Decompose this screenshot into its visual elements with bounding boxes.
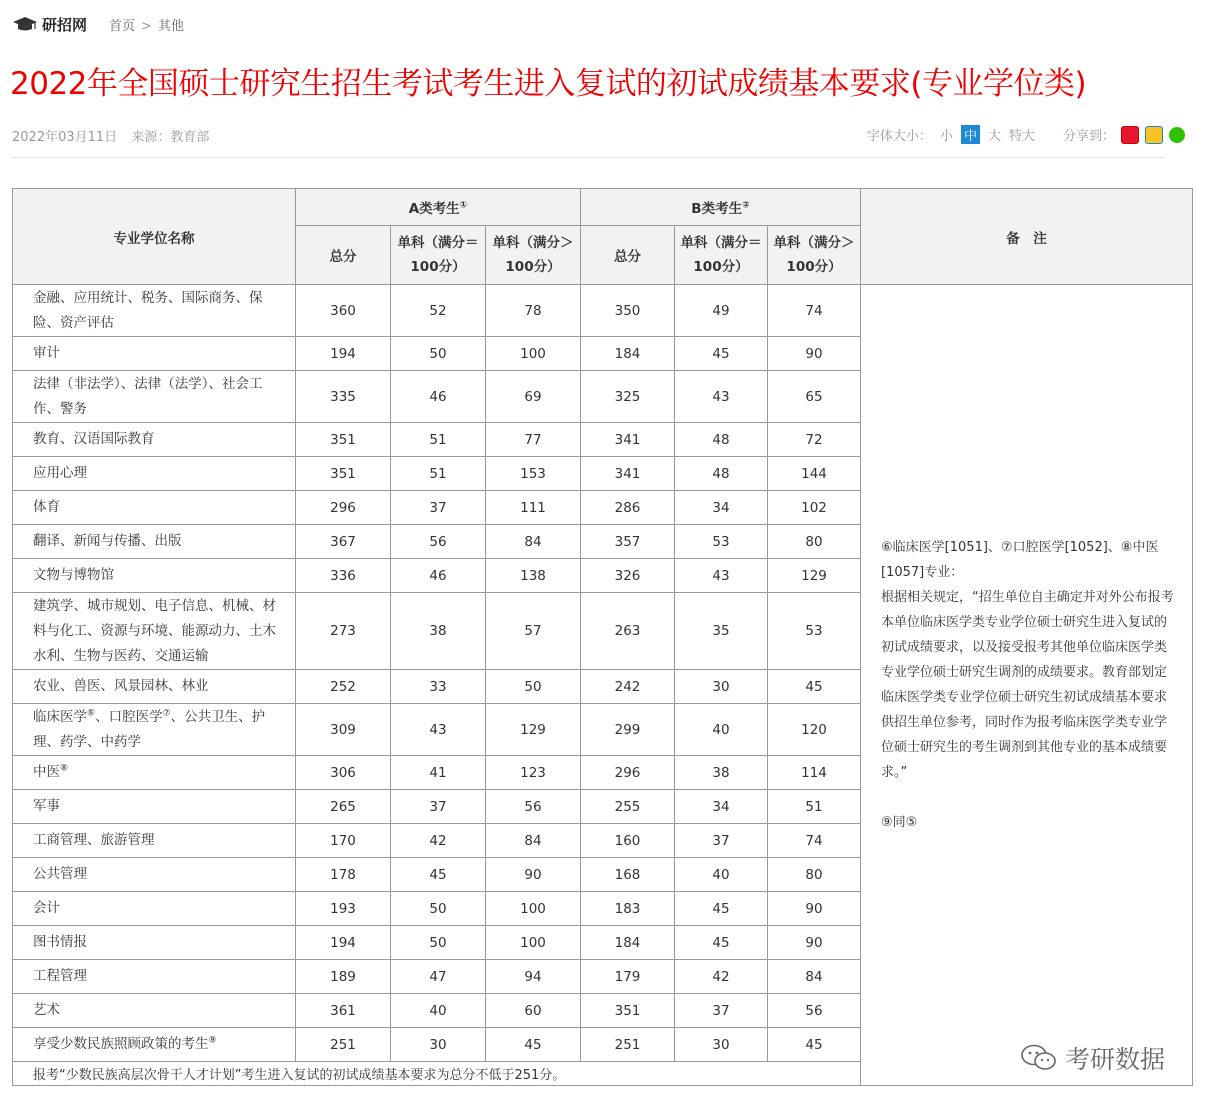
- footnote-ref: ⑥: [87, 708, 96, 718]
- header-group-b: B类考生②: [581, 189, 861, 226]
- score-b-total: 286: [581, 491, 675, 525]
- degree-name-text: 法律（非法学）、法律（法学）、社会工作、警务: [33, 375, 263, 417]
- score-a-single-eq: 41: [391, 756, 486, 790]
- score-b-single-eq: 45: [675, 926, 768, 960]
- score-b-total: 242: [581, 670, 675, 704]
- score-b-single-eq: 49: [675, 285, 768, 337]
- header-note: 备 注: [861, 189, 1193, 285]
- score-a-single-gt: 153: [486, 457, 581, 491]
- score-a-total: 361: [296, 994, 391, 1028]
- degree-name: [13, 337, 296, 371]
- score-a-single-eq: 51: [391, 457, 486, 491]
- score-a-single-gt: 45: [486, 1028, 581, 1062]
- degree-name-text: 教育、汉语国际教育: [33, 431, 155, 447]
- score-a-total: 265: [296, 790, 391, 824]
- degree-name: [13, 559, 296, 593]
- score-a-single-eq: 52: [391, 285, 486, 337]
- score-a-single-gt: 60: [486, 994, 581, 1028]
- degree-name: [13, 525, 296, 559]
- header-b-total: 总分: [581, 226, 675, 285]
- score-a-total: 194: [296, 926, 391, 960]
- header-b-single-gt: 单科（满分＞ 100分）: [768, 226, 861, 285]
- score-b-single-gt: 45: [768, 670, 861, 704]
- watermark-text: 考研数据: [1064, 1045, 1165, 1074]
- degree-name: [13, 704, 296, 756]
- score-a-single-gt: 78: [486, 285, 581, 337]
- breadcrumb-separator: >: [141, 18, 152, 34]
- score-a-single-eq: 40: [391, 994, 486, 1028]
- score-b-single-gt: 90: [768, 892, 861, 926]
- degree-name-text: 工商管理、旅游管理: [33, 832, 155, 848]
- font-size-medium[interactable]: 中: [961, 125, 980, 144]
- note-cell: [861, 285, 1193, 1086]
- score-b-single-eq: 37: [675, 824, 768, 858]
- note-paragraph: 根据相关规定，“招生单位自主确定并对外公布报考本单位临床医学类专业学位硕士研究生进入复试的初试成绩要求，以及接受报考其他单位临床医学类专业学位硕士研究生调剂的成绩要求。教育部划定临床医学类专业学位硕士研究生初试成绩基本要求供招生单位参考，同时作为报考临床医学类专业学位硕士研究生的考生调剂到其他专业的基本成绩要求。”: [881, 590, 1174, 780]
- score-b-single-gt: 53: [768, 593, 861, 670]
- graduation-cap-icon: [12, 15, 38, 33]
- score-a-single-gt: 100: [486, 892, 581, 926]
- score-a-total: 309: [296, 704, 391, 756]
- header-a-single-gt: 单科（满分＞ 100分）: [486, 226, 581, 285]
- degree-name: [13, 824, 296, 858]
- score-a-single-eq: 46: [391, 371, 486, 423]
- wechat-share-icon[interactable]: [1169, 127, 1185, 143]
- degree-name-text: 公共管理: [33, 866, 87, 882]
- score-a-single-gt: 94: [486, 960, 581, 994]
- score-a-single-eq: 50: [391, 337, 486, 371]
- score-a-total: 251: [296, 1028, 391, 1062]
- footnote-ref-1: ①: [459, 200, 468, 211]
- score-b-total: 184: [581, 337, 675, 371]
- score-b-single-eq: 34: [675, 491, 768, 525]
- score-b-total: 357: [581, 525, 675, 559]
- score-b-total: 184: [581, 926, 675, 960]
- header-b-single-eq: 单科（满分＝ 100分）: [675, 226, 768, 285]
- score-a-total: 189: [296, 960, 391, 994]
- score-b-single-eq: 37: [675, 994, 768, 1028]
- score-b-single-eq: 40: [675, 704, 768, 756]
- score-a-single-gt: 84: [486, 824, 581, 858]
- score-a-single-gt: 57: [486, 593, 581, 670]
- score-b-single-gt: 80: [768, 858, 861, 892]
- score-b-total: 341: [581, 423, 675, 457]
- site-logo[interactable]: [12, 14, 87, 35]
- score-b-single-eq: 35: [675, 593, 768, 670]
- weibo-share-icon[interactable]: [1121, 126, 1139, 144]
- footnote-ref: ⑦: [162, 708, 171, 718]
- score-b-total: 179: [581, 960, 675, 994]
- degree-name-text: 、口腔医学: [95, 708, 163, 725]
- degree-name-text: 翻译、新闻与传播、出版: [33, 533, 182, 549]
- score-a-single-gt: 77: [486, 423, 581, 457]
- score-b-total: 160: [581, 824, 675, 858]
- degree-name: [13, 1028, 296, 1062]
- degree-name-text: 图书情报: [33, 934, 87, 950]
- score-a-single-eq: 50: [391, 892, 486, 926]
- score-a-single-eq: 50: [391, 926, 486, 960]
- top-bar: [12, 12, 184, 36]
- score-b-total: 299: [581, 704, 675, 756]
- score-a-single-gt: 56: [486, 790, 581, 824]
- score-a-single-eq: 37: [391, 790, 486, 824]
- score-a-single-eq: 47: [391, 960, 486, 994]
- score-b-total: 341: [581, 457, 675, 491]
- divider: [12, 157, 1164, 158]
- article-meta: [12, 126, 219, 145]
- score-a-single-eq: 38: [391, 593, 486, 670]
- score-a-single-gt: 50: [486, 670, 581, 704]
- score-b-single-eq: 48: [675, 423, 768, 457]
- score-a-single-eq: 43: [391, 704, 486, 756]
- degree-name-text: 工程管理: [33, 968, 87, 984]
- score-a-single-gt: 123: [486, 756, 581, 790]
- score-b-total: 296: [581, 756, 675, 790]
- breadcrumb: [109, 15, 184, 34]
- score-a-single-gt: 111: [486, 491, 581, 525]
- degree-name-text: 体育: [33, 499, 60, 515]
- score-b-total: 325: [581, 371, 675, 423]
- score-a-single-gt: 100: [486, 926, 581, 960]
- score-b-single-eq: 45: [675, 892, 768, 926]
- score-a-single-eq: 46: [391, 559, 486, 593]
- score-b-single-gt: 102: [768, 491, 861, 525]
- score-a-total: 170: [296, 824, 391, 858]
- score-a-total: 252: [296, 670, 391, 704]
- score-a-total: 296: [296, 491, 391, 525]
- degree-name: [13, 960, 296, 994]
- publish-date: 2022年03月11日: [12, 130, 118, 145]
- score-b-single-gt: 65: [768, 371, 861, 423]
- score-b-total: 263: [581, 593, 675, 670]
- header-a-total: 总分: [296, 226, 391, 285]
- score-b-total: 351: [581, 994, 675, 1028]
- degree-name-text: 中医: [33, 764, 60, 780]
- degree-name: [13, 994, 296, 1028]
- score-a-total: 360: [296, 285, 391, 337]
- degree-name-text: 会计: [33, 900, 60, 916]
- degree-name-text: 享受少数民族照顾政策的考生: [33, 1036, 209, 1052]
- score-b-single-eq: 30: [675, 1028, 768, 1062]
- degree-name-text: 临床医学: [33, 708, 87, 725]
- degree-name: [13, 790, 296, 824]
- score-b-total: 255: [581, 790, 675, 824]
- score-b-total: 251: [581, 1028, 675, 1062]
- degree-name-text: 军事: [33, 798, 60, 814]
- score-a-total: 194: [296, 337, 391, 371]
- score-a-total: 306: [296, 756, 391, 790]
- footnote-ref: ⑧: [60, 763, 69, 774]
- score-b-single-eq: 34: [675, 790, 768, 824]
- score-a-single-eq: 30: [391, 1028, 486, 1062]
- degree-name-text: 应用心理: [33, 465, 87, 481]
- note-paragraph: ⑨同⑤: [881, 815, 918, 830]
- score-a-single-gt: 69: [486, 371, 581, 423]
- score-b-total: 326: [581, 559, 675, 593]
- table-body: [13, 285, 1193, 1086]
- score-a-total: 178: [296, 858, 391, 892]
- score-b-single-eq: 42: [675, 960, 768, 994]
- degree-name: [13, 926, 296, 960]
- score-b-single-gt: 80: [768, 525, 861, 559]
- score-b-single-eq: 43: [675, 371, 768, 423]
- header-a-single-eq: 单科（满分＝ 100分）: [391, 226, 486, 285]
- score-a-total: 193: [296, 892, 391, 926]
- score-b-single-gt: 51: [768, 790, 861, 824]
- degree-name-text: 审计: [33, 345, 60, 361]
- score-a-single-gt: 100: [486, 337, 581, 371]
- score-a-single-gt: 138: [486, 559, 581, 593]
- score-b-single-gt: 74: [768, 824, 861, 858]
- header-name: 专业学位名称: [13, 189, 296, 285]
- degree-name: [13, 858, 296, 892]
- score-b-single-eq: 43: [675, 559, 768, 593]
- score-b-single-gt: 45: [768, 1028, 861, 1062]
- score-a-single-eq: 56: [391, 525, 486, 559]
- degree-name-text: 、公共卫生、护理、药学、中药学: [33, 708, 266, 750]
- page-title: 2022年全国硕士研究生招生考试考生进入复试的初试成绩基本要求(专业学位类): [10, 66, 1087, 102]
- wechat-icon: [1021, 1044, 1057, 1072]
- degree-name-text: 农业、兽医、风景园林、林业: [33, 678, 209, 694]
- score-a-total: 367: [296, 525, 391, 559]
- font-size-large[interactable]: 大: [987, 129, 1001, 144]
- degree-name-text: 艺术: [33, 1002, 60, 1018]
- score-a-total: 335: [296, 371, 391, 423]
- article-tools: [867, 125, 1185, 144]
- score-a-single-eq: 45: [391, 858, 486, 892]
- score-a-single-gt: 90: [486, 858, 581, 892]
- degree-name-text: 金融、应用统计、税务、国际商务、保险、资产评估: [33, 289, 263, 331]
- degree-name: [13, 457, 296, 491]
- site-logo-text: 研招网: [42, 15, 88, 34]
- font-size-label: 字体大小：: [866, 129, 932, 144]
- header-group-a: A类考生①: [296, 189, 581, 226]
- degree-name: [13, 892, 296, 926]
- qzone-share-icon[interactable]: [1145, 126, 1163, 144]
- degree-name: [13, 371, 296, 423]
- article-source: 来源：教育部: [131, 130, 210, 145]
- score-a-total: 336: [296, 559, 391, 593]
- score-b-total: 350: [581, 285, 675, 337]
- degree-name: [13, 285, 296, 337]
- degree-name: [13, 491, 296, 525]
- score-b-single-eq: 53: [675, 525, 768, 559]
- score-b-single-gt: 129: [768, 559, 861, 593]
- footnote-ref: ⑨: [208, 1035, 217, 1046]
- degree-name: [13, 423, 296, 457]
- font-size-xlarge[interactable]: 特大: [1008, 129, 1035, 144]
- breadcrumb-other[interactable]: 其他: [157, 18, 184, 34]
- watermark: [1021, 1040, 1165, 1076]
- score-a-single-gt: 84: [486, 525, 581, 559]
- score-b-single-gt: 144: [768, 457, 861, 491]
- score-b-single-gt: 84: [768, 960, 861, 994]
- score-b-single-gt: 90: [768, 337, 861, 371]
- score-b-single-gt: 74: [768, 285, 861, 337]
- score-a-single-eq: 33: [391, 670, 486, 704]
- score-b-single-eq: 38: [675, 756, 768, 790]
- score-b-single-gt: 72: [768, 423, 861, 457]
- note-paragraph: ⑥临床医学[1051]、⑦口腔医学[1052]、⑧中医[1057]专业：: [881, 540, 1159, 580]
- score-a-single-eq: 51: [391, 423, 486, 457]
- score-a-total: 273: [296, 593, 391, 670]
- score-a-total: 351: [296, 423, 391, 457]
- font-size-small[interactable]: 小: [939, 129, 953, 144]
- table-footnote: 报考“少数民族高层次骨干人才计划”考生进入复试的初试成绩基本要求为总分不低于251分。: [13, 1062, 861, 1086]
- score-b-total: 168: [581, 858, 675, 892]
- degree-name-text: 文物与博物馆: [33, 567, 114, 583]
- score-b-single-eq: 40: [675, 858, 768, 892]
- score-a-single-eq: 42: [391, 824, 486, 858]
- score-b-single-gt: 114: [768, 756, 861, 790]
- score-b-single-eq: 45: [675, 337, 768, 371]
- degree-name: [13, 593, 296, 670]
- score-b-single-gt: 90: [768, 926, 861, 960]
- score-b-total: 183: [581, 892, 675, 926]
- score-a-single-gt: 129: [486, 704, 581, 756]
- degree-name: [13, 756, 296, 790]
- score-b-single-eq: 30: [675, 670, 768, 704]
- score-a-total: 351: [296, 457, 391, 491]
- breadcrumb-home[interactable]: 首页: [109, 18, 136, 34]
- score-b-single-gt: 120: [768, 704, 861, 756]
- footnote-ref-2: ②: [742, 200, 750, 211]
- degree-name-text: 建筑学、城市规划、电子信息、机械、材料与化工、资源与环境、能源动力、土木水利、生物与医药、交通运输: [33, 597, 276, 664]
- score-table: [12, 188, 1193, 1086]
- score-b-single-gt: 56: [768, 994, 861, 1028]
- score-a-single-eq: 37: [391, 491, 486, 525]
- score-b-single-eq: 48: [675, 457, 768, 491]
- degree-name: [13, 670, 296, 704]
- table-row: [13, 285, 1193, 337]
- share-label: 分享到：: [1062, 129, 1115, 144]
